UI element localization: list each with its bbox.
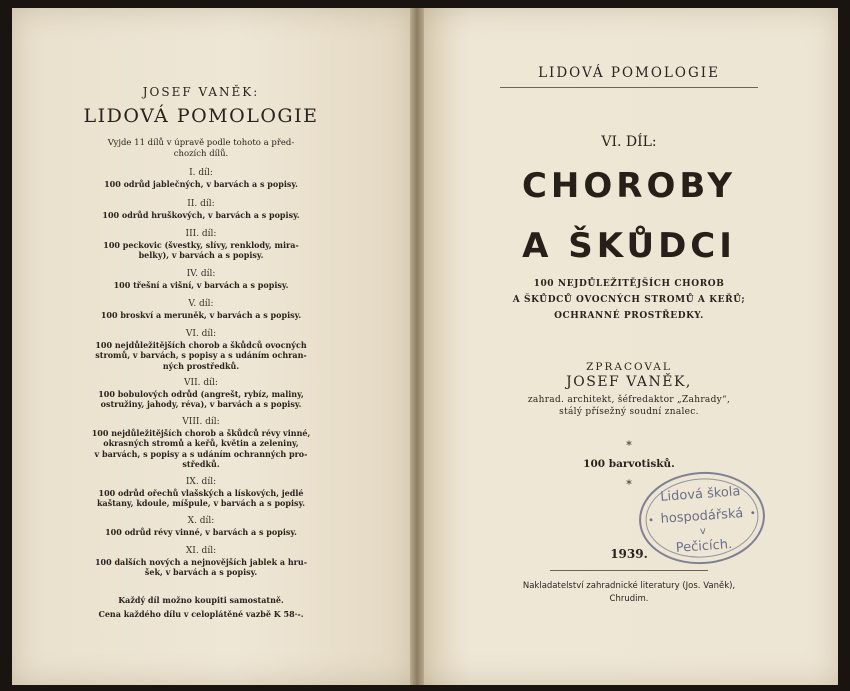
credit-line: zahrad. architekt, šéfredaktor „Zahrady“, xyxy=(527,395,731,405)
publisher xyxy=(450,580,808,606)
stamp-line4: Pečicích. xyxy=(675,536,733,556)
intro-line: chozích dílů. xyxy=(173,149,229,159)
publisher-line: Chrudim. xyxy=(609,594,649,604)
volume-desc: stromů, v barvách, s popisy a s udáním ochran- xyxy=(95,350,307,360)
volume-11 xyxy=(50,546,352,578)
volume-10 xyxy=(50,516,352,537)
publisher-rule xyxy=(550,570,708,571)
subtitle xyxy=(460,276,798,324)
volume-label: VII. díl: xyxy=(184,378,218,388)
stamp-dot-right: • xyxy=(749,508,757,520)
prepared-by: ZPRACOVAL xyxy=(586,361,672,373)
stamp-line2: hospodářská xyxy=(660,506,744,527)
volume-label: I. díl: xyxy=(189,168,213,178)
volume-4 xyxy=(50,269,352,290)
series-heading: LIDOVÁ POMOLOGIE xyxy=(538,65,720,81)
left-author: JOSEF VANĚK: xyxy=(142,85,260,99)
volume-desc: 100 odrůd jablečných, v barvách a s popisy. xyxy=(104,178,298,189)
volume-5 xyxy=(50,299,352,320)
left-footer xyxy=(40,593,362,621)
subtitle-line: 100 NEJDŮLEŽITĚJŠÍCH CHOROB xyxy=(533,279,725,289)
part-label: VI. DÍL: xyxy=(601,134,657,150)
stamp-line3: v xyxy=(699,525,707,538)
volume-label: IV. díl: xyxy=(186,269,216,279)
ornament-star: * xyxy=(626,439,632,452)
volume-desc: středků. xyxy=(182,459,220,469)
volume-desc: kaštany, kdoule, míšpule, v barvách a s popisy. xyxy=(96,498,306,508)
volume-desc: 100 dalších nových a nejnovějších jablek a hru- xyxy=(94,556,308,567)
volume-label: X. díl: xyxy=(187,516,215,526)
volume-1 xyxy=(50,168,352,189)
volume-9 xyxy=(50,477,352,509)
author-credits xyxy=(460,394,798,418)
volume-7 xyxy=(50,378,352,410)
volume-desc: 100 odrůd hruškových, v barvách a s popisy. xyxy=(102,209,300,220)
left-series-title: LIDOVÁ POMOLOGIE xyxy=(83,105,319,127)
volume-desc: 100 odrůd révy vinné, v barvách a s popisy. xyxy=(105,526,297,537)
volume-label: VIII. díl: xyxy=(182,417,220,427)
ornament-star: * xyxy=(626,478,632,491)
volume-desc: ostružiny, jahody, réva), v barvách a s popisy. xyxy=(100,399,302,409)
subtitle-line: OCHRANNÉ PROSTŘEDKY. xyxy=(554,311,704,321)
volume-desc: 100 nejdůležitějších chorob a škůdců ovocných xyxy=(95,339,307,350)
volume-label: VI. díl: xyxy=(185,329,217,339)
volume-label: XI. díl: xyxy=(185,546,217,556)
series-rule xyxy=(500,87,758,88)
author-name: JOSEF VANĚK, xyxy=(566,374,692,390)
volume-2 xyxy=(50,199,352,220)
volume-label: V. díl: xyxy=(188,299,214,309)
intro-line: Vyjde 11 dílů v úpravě podle tohoto a před- xyxy=(107,138,295,148)
volume-desc: 100 broskví a meruněk, v barvách a s popisy. xyxy=(100,309,302,320)
stamp-dot-left: • xyxy=(647,515,655,527)
volume-desc: ných prostředků. xyxy=(162,360,240,371)
credit-line: stálý přísežný soudní znalec. xyxy=(559,407,699,417)
volume-desc: 100 peckovic (švestky, slívy, renklody, mira- xyxy=(103,239,299,250)
volume-label: IX. díl: xyxy=(185,477,217,487)
volume-desc: okrasných stromů a keřů, květin a zeleniny, xyxy=(103,438,299,448)
volume-3 xyxy=(50,229,352,261)
left-intro xyxy=(90,138,312,160)
publisher-line: Nakladatelství zahradnické literatury (Jos. Vaněk), xyxy=(522,581,736,591)
volume-desc: 100 odrůd ořechů vlašských a lískových, jedlé xyxy=(98,487,304,498)
volume-desc: šek, v barvách a s popisy. xyxy=(144,567,258,577)
volume-desc: belky), v barvách a s popisy. xyxy=(138,250,264,260)
plates-count: 100 barvotisků. xyxy=(583,458,675,470)
title-page xyxy=(420,0,838,691)
main-title-line1: CHOROBY xyxy=(521,166,737,206)
volume-desc: 100 bobulových odrůd (angrešt, rybíz, maliny, xyxy=(98,388,304,399)
publication-year: 1939. xyxy=(610,547,648,561)
volume-label: II. díl: xyxy=(187,199,215,209)
volume-8 xyxy=(50,417,352,470)
volume-desc: 100 třešní a višní, v barvách a s popisy. xyxy=(113,279,289,290)
volume-label: III. díl: xyxy=(185,229,217,239)
main-title-line2: A ŠKŮDCI xyxy=(522,226,736,266)
volume-desc: v barvách, s popisy a s udáním ochranných pro- xyxy=(94,448,308,459)
volume-6 xyxy=(50,329,352,371)
footer-line: Cena každého dílu v celoplátěné vazbě K 58·-. xyxy=(98,609,304,619)
subtitle-line: A ŠKŮDCŮ OVOCNÝCH STROMŮ A KEŘŮ; xyxy=(512,295,746,305)
library-stamp xyxy=(634,466,770,571)
stamp-line1: Lidová škola xyxy=(659,484,741,505)
footer-line: Každý díl možno koupiti samostatně. xyxy=(118,595,284,605)
volume-desc: 100 nejdůležitějších chorob a škůdců révy vinné, xyxy=(91,427,311,438)
